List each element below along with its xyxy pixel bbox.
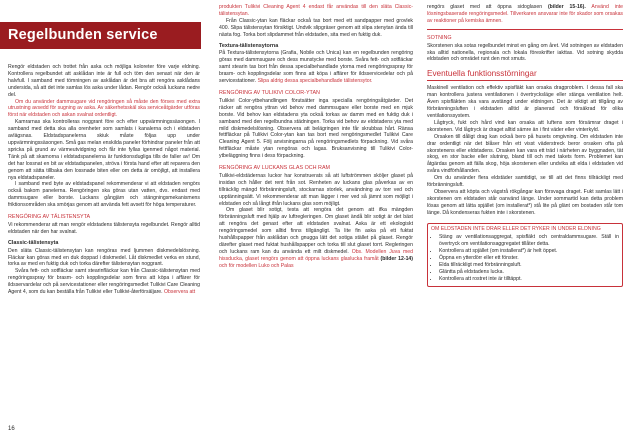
page-number: 16 [8, 426, 15, 432]
paragraph-text: Svåra fett- och sotfläckar samt stearinfläckar kan från Classic-tälistensytan med rengöringsspray för brasm- och kopplingsdelar som finns att köpa i affärer för ildsservardelar och på servicestationer eller rengöringsmedlet Tulikivi Care Cleaning Agent 4, som du kan beställa från Tulikivi eller Tulikivi-återförsäljare. [8, 268, 200, 296]
paragraph: Tulikivi-eldstädernas luckor har konstruerats så att luftströmmen sköljer glaset på insidan och håller det rent från sot. Renheten av luckans glas påverkas av en tillräcklig mängd förbränningsluft, stockarnas storlek, användning av torr ved och upptänningsätt. Vi rekommenderar att man lägger i mer ved så jämnt som möjligt i eldstaden och så långt ifrån luckans glas som möjligt. [219, 172, 413, 207]
paragraph: I samband med byte av eldstadspanel rekommenderar vi att eldstaden rengörs också bakom panelerna. Rengöringen ska göras utan vatten, dvs. endast med dammsugare eller borste. Luckans gångjärn och stängningsmekanismens friktionsområden ska smörjas genom att använda fett avsett för höga temperaturer. [8, 181, 200, 209]
box-title: OM ELDSTADEN INTE DRAR ELLER DET RYKER IN UNDER ELDNING [431, 225, 601, 232]
header-bar [0, 22, 201, 49]
list-item: • Kontrollera att spjället (om installerat*) är helt öppet. [439, 248, 619, 255]
paragraph: Observera att köpta och vägstrå rökgångar kan försvaga draget. Fukt samlas lätt i skorstenen om eldstaden står oanvänd länge. Under sommartid kan detta problem lösas genom att lätta spjället (om installerat*) stå lite på glänt om bostaden står tom länge. Då kondenseras fukten inte i skorstenen. [427, 188, 623, 216]
section-title: Eventuella funktionsstörningar [427, 69, 623, 81]
paragraph: Maskinell ventilation och effektiv spisfläkt kan orsaka dragproblem. I dessa fall ska man kontrollera justera ventilationen i övertrycksläge eller stänga ventilation helt. Även spisfläkten ska vara avstängd under eldningen. Det är viktigt att tillgång av förbränningsluften i eldstaden alltid är planerad och försäkrad för olika ventilationssystem. [427, 85, 623, 119]
column-2 [219, 4, 413, 270]
subheading: Classic-tälistensyta [8, 239, 59, 246]
figure-reference: (bilder 12-14) [380, 255, 413, 262]
list-item: • Stäng av ventilationsaggregat, spisfläkt och centraldammsugare. Ställ in övertryck om ventilationsaggregatet tillåter detta. [439, 234, 619, 248]
paragraph: Lågtryck, fukt och hård vind kan orsaka att luftens som försämrar draget i skorstenen. Vid lågtryck är draget alltid sämre än i fint väder eller vinterkyld. [427, 119, 623, 133]
warning-paragraph: produkten Tulikivi Cleaning Agent 4 endast får användas till den släta Classic-tälistensytan. [219, 4, 413, 17]
warning-text: Obs. Modellen Juva med hissducka, glaset rengörs genom att öppna luckans glaslucka framåt [219, 248, 413, 262]
list-item: • Kontrollera att rostret inte är tilltäppt. [439, 276, 619, 283]
warning-text: Använd inte lösningsbaserade rengöringsmedel. Tillverkaren ansvarar inte för skador som orsakas av reaktioner på kemiska ämnen. [427, 4, 623, 24]
paragraph: Vi rekommenderar att man rengör eldstadens tälistensyta regelbundet. Rengör alltid eldstaden när den har svalnat. [8, 221, 200, 235]
divider [427, 29, 623, 30]
paragraph: Kamrarnas ska kontrolleras noggrant före och efter uppvärmningssäsongen. I samband med detta ska alla orenheter som samlats i kanalerna och i eldstaden avlägsnas. Eldstadspanelerna skiuk måste följas upp under uppvärmningssäsongen. Små gas melan enskilda paneler förhindrar paneler från att spricka på grund av värmeutvidgning och får inte fyllas igenmed något material. Tänk på att skamorna i eldstadspanelerna är funktionsdugliga tills de faller av! Om det har lossnat en bit av eldstadspanelen, ströva i första hand efter att reparera den genom att sätta tillbaka den lossnade biten eller om detta är omöjligt, att installera nya eldstadspaneler. [8, 119, 200, 181]
paragraph [219, 207, 413, 269]
subheading: SOTNING [427, 34, 452, 41]
column-1 [8, 64, 200, 296]
list-item: • Öppna en ytterdörr eller ett fönster. [439, 255, 619, 262]
subheading: RENGÖRING AV TÄLISTENSYTA [8, 214, 91, 221]
paragraph: Rengör eldstaden och trottet från aska och möjliga koloreter före varje eldning. Kontrollera regelbundet att asklådan inte är full och töm den senast när den är halvfull. I samband med tömningen av asklådan är det bra att rengöra asklådans undersida, så att det inte samlas lös aska under lådan. Rengör också luckans nedre del. [8, 64, 200, 98]
troubleshooting-box [427, 223, 623, 287]
paragraph: Skorstenen ska sotas regelbundet minst en gång om året. Vid sotningen av eldstaden ska alltid nationella, regionala och lokala föreskrifter iakttas. Vid sotning skydda eldstaden och omrädet runt den mot smuts. [427, 42, 623, 63]
paragraph [8, 268, 200, 296]
page-title: Regelbunden service [8, 27, 158, 43]
figure-reference: (bilder 15-16). [547, 4, 586, 10]
warning-text: Slipa aldrig dessa specialbehandlade tälistensytor. [257, 78, 373, 85]
paragraph: Från Classic-ytan kan fläckar också tas bort med ett sandpapper med grovlek 400. Slipa tälistensytan försiktigt. Undvik slipgräser genom att slipa stenytan ända till nästa fog. Torka bort slipdammet från eldstaden, sita med en fuktig duk. [219, 17, 413, 38]
paragraph: Tulikivi Color-ytbehandlingen förutsätter inga specialla rengöringsåtgärder. Det räcker att rengöra yttran vid behov med dammsugare eller borste med en mjuk borste. Vid behov kan eldstadens yta också torkas av damm med en fuktig duk i samband med den regelbundna städningen. Torka vid behov av eldstadens yta med mild diskmedelslösning. Observera att belägringen inte får skrubbas hårt. Ränsa fettfläckar på Tulikivi Color-ytan kan tas bort med rengöringsmedlet Tulikivi Care Cleaning Agent 5. Följ anvisningarna på rengöringsmedlets förpackning. Vid svåra fettfläckar måste ytan rengöras och lagas. Bruksanvisning till Tulikivi Color-ytbeläggning finns i dess förpackning. [219, 97, 413, 160]
list-item: • Elda tillräckligt med förbränningsluft. [439, 262, 619, 269]
warning-text: Observera att [164, 289, 196, 296]
paragraph: Den släta Classic-tälistensytan kan rengöras med ljummen diskmedelslösning. Fläckar kan göras med en duk doppad i diskmedel. Låt diskmedlet verka en stund, torka av med en fuktig duk och torka därefter tälistensytan noggrant. [8, 247, 200, 268]
paragraph: Om du använder flera eldstäder samtidigt, se till att det finns tillräckligt med förbränningsluft. [427, 175, 623, 189]
paragraph-text: Om glaset blir sotigt, testa att rengöra det genom att ifka mängden förbränningsluft med hjälp av luftregleringen. Om glaset ändå blir sotigt är det bäst att rengöra det genast efter att eldstaden svalnat. Aska är ett ekologiskt rengöringsmedel som alltid finns tillgängligt. Ta lite fin aska på ett fuktat hushållspapper från asklådan och gnugga lätt det sotiga stället på glaset. Rengör därefter glaset med fuktat hushållspapper och torka till slut glaset torrt. Regleringen och luckans ram kan du använda ett milt diskmedel. [219, 207, 413, 255]
list-item: • Gläntta på eldstadens lucka. [439, 269, 619, 276]
checklist [431, 234, 619, 282]
warning-text: och för modellen Luko och Palas [219, 262, 294, 269]
paragraph [427, 4, 623, 25]
subheading: Textura-tälistensytorna [219, 42, 279, 49]
paragraph: Orsaken till dåligt drag kan också bero på husets omgivning. Om eldstaden inte drar ordentligt när det blåser från ett visst väderstreck beror orsaken ofta på skorstenens eller eldstadens. Orsaken kan vara ett träd i närheten av byggnaden, tät skog, en stor backe eller slutning, bland till och med takets form. Problemet kan åtgärdas genom att fälla skog, höja skorstenen eller undvika att elda i eldstaden vid svåra vindförhållanden. [427, 133, 623, 175]
paragraph [219, 50, 413, 85]
column-3 [427, 4, 623, 287]
subheading: RENGÖRING AV TULIKIVI COLOR-YTAN [219, 89, 320, 96]
warning-paragraph: Om du använder dammsugare vid rengöringen så måste den förses med extra utrustning avsedd för sugning av aska. Av säkerhetsskäl ska serviceåtgärder utföras först när eldstaden och askan svalnat ordentligt. [8, 98, 200, 119]
paragraph-text: På Textura-tälistensytorna (Grafia, Nobile och Unica) kan en regelbunden rengöring göras med dammsugare och dess munstycke med borste. Svåra fett- och sotfläckar samt stearin tas bort från dessa specialbehandlade ytorna med rengöringsspray för brasm- och kopplingsdelar som finns att köpa i affärer för ildsservicedelar och på servicestationer. [219, 50, 413, 85]
paragraph-text: rengörs glaset med att öppna sidoglasen [427, 4, 543, 10]
subheading: RENGÖRING AV LUCKANS GLAS OCH RAM [219, 165, 331, 172]
